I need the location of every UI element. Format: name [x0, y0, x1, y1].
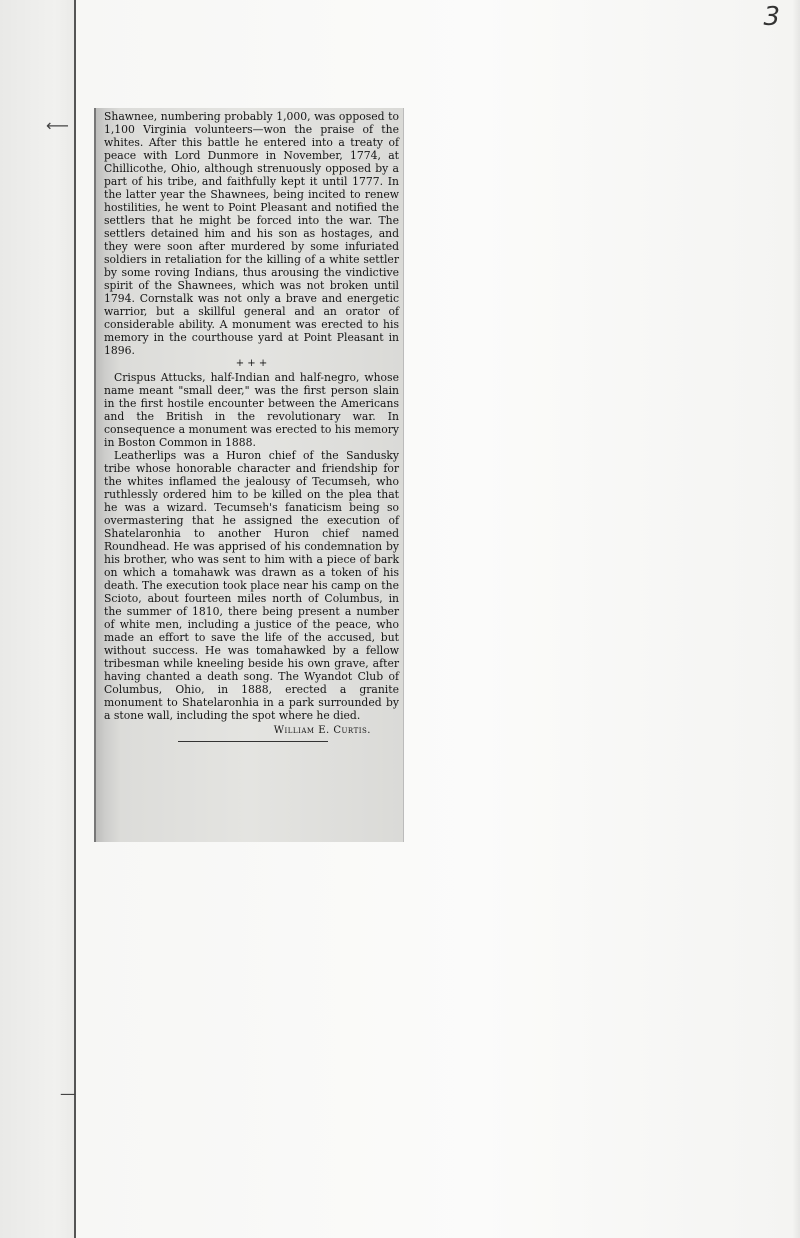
- closing-rule: [178, 741, 328, 742]
- page-number: 3: [763, 2, 780, 32]
- paragraph-crispus-attucks: Crispus Attucks, half-Indian and half-negro, whose name meant "small deer," was the first person slain in the first hostile encounter between the Americans and the British in the revolutionary war. In consequence a monument was erected to his memory in Boston Common in 1888.: [104, 371, 399, 449]
- page-edge-shadow: [792, 0, 800, 1238]
- paragraph-leatherlips: Leatherlips was a Huron chief of the Sandusky tribe whose honorable character and friendship for the whites inflamed the jealousy of Tecumseh, who ruthlessly ordered him to be killed on the plea that he was a wizard. Tecumseh's fanaticism being so overmastering that he assigned the execution of Shatelaronhia to another Huron chief named Roundhead. He was apprised of his condemnation by his brother, who was sent to him with a piece of bark on which a tomahawk was drawn as a token of his death. The execution took place near his camp on the Scioto, about fourteen miles north of Columbus, in the summer of 1810, there being present a number of white men, including a justice of the peace, who made an effort to save the life of the accused, but without success. He was tomahawked by a fellow tribesman while kneeling beside his own grave, after having chanted a death song. The Wyandot Club of Columbus, Ohio, in 1888, erected a granite monument to Shatelaronhia in a park surrounded by a stone wall, including the spot where he died.: [104, 449, 399, 722]
- newspaper-clipping: [94, 108, 404, 842]
- author-signature: William E. Curtis.: [273, 725, 371, 736]
- clipping-text: [104, 110, 399, 742]
- pencil-mark-top: ⟵: [46, 116, 69, 135]
- binding-line: [74, 0, 76, 1238]
- pencil-mark-bottom: —: [60, 1084, 76, 1103]
- binding-strip: [0, 0, 74, 1238]
- section-separator: + + +: [235, 358, 268, 369]
- paragraph-cornstalk: Shawnee, numbering probably 1,000, was opposed to 1,100 Virginia volunteers—won the praise of the whites. After this battle he entered into a treaty of peace with Lord Dunmore in November, 1774, at Chillicothe, Ohio, although strenuously opposed by a part of his tribe, and faithfully kept it until 1777. In the latter year the Shawnees, being incited to renew hostilities, he went to Point Pleasant and notified the settlers that he might be forced into the war. The settlers detained him and his son as hostages, and they were soon after murdered by some infuriated soldiers in retaliation for the killing of a white settler by some roving Indians, thus arousing the vindictive spirit of the Shawnees, which was not broken until 1794. Cornstalk was not only a brave and energetic warrior, but a skillful general and an orator of considerable ability. A monument was erected to his memory in the courthouse yard at Point Pleasant in 1896.: [104, 110, 399, 357]
